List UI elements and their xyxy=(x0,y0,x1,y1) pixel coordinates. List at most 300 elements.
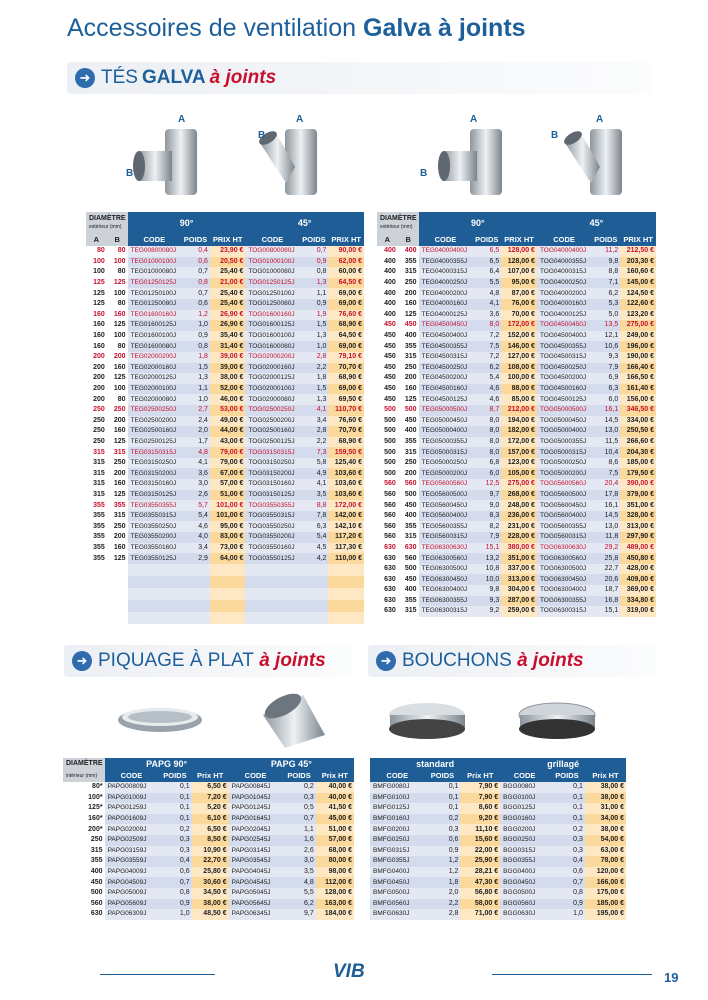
price-45: 328,00 € xyxy=(620,511,656,522)
table-row xyxy=(86,416,364,427)
weight-45: 16,1 xyxy=(591,500,620,511)
dim-a: 160 xyxy=(93,342,105,350)
dim-b: 400 xyxy=(404,247,417,255)
code-90: TEG05000500J xyxy=(419,405,473,416)
price-90: 268,00 € xyxy=(501,490,537,501)
dim-b: 500 xyxy=(404,406,417,414)
weight-45: 14,5 xyxy=(591,511,620,522)
dim-a: 315 xyxy=(93,480,105,488)
code-1: BMFG0100J xyxy=(370,793,425,804)
code-45: TOG02500160J xyxy=(245,426,299,437)
diameter-sub: extérieur (mm) xyxy=(89,224,122,230)
dim-b: 450 xyxy=(404,321,417,329)
price-90: 49,00 € xyxy=(210,416,246,427)
weight-1: 0,2 xyxy=(158,824,191,835)
dim-b: 400 xyxy=(404,586,417,594)
code-90: TEG03550125J xyxy=(128,553,181,564)
price-45: 203,30 € xyxy=(620,257,656,268)
weight-45: 2,8 xyxy=(300,352,329,363)
weight-90: 2,4 xyxy=(181,416,210,427)
price-90: 31,40 € xyxy=(210,341,246,352)
weight-45: 11,2 xyxy=(591,246,620,257)
code-90: TEG04000200J xyxy=(419,288,473,299)
diameter-value: 125* xyxy=(88,804,103,812)
dim-b: 315 xyxy=(113,512,126,520)
weight-90: 2,7 xyxy=(181,405,210,416)
dim-a: 250 xyxy=(93,416,105,424)
weight-90: 1,3 xyxy=(181,373,210,384)
weight-2: 0,6 xyxy=(549,867,585,878)
dim-a: 315 xyxy=(93,490,105,498)
code-45: TOG03550200J xyxy=(245,532,299,543)
weight-45: 13,0 xyxy=(591,426,620,437)
dim-a: 500 xyxy=(384,437,396,445)
code-90: TEG02500200J xyxy=(128,416,181,427)
weight-90: 0,6 xyxy=(181,299,210,310)
price-2: 80,00 € xyxy=(316,856,354,867)
table-row xyxy=(86,500,364,511)
page-number: 19 xyxy=(664,970,679,985)
price-90: 228,00 € xyxy=(501,532,537,543)
table-row xyxy=(377,246,656,257)
dim-b: 560 xyxy=(404,554,417,562)
dim-a: 630 xyxy=(384,596,396,604)
page-title: Accessoires de ventilation Galva à joints xyxy=(67,14,526,42)
weight-90: 6,4 xyxy=(472,267,501,278)
code-2: BGG0500J xyxy=(500,888,549,899)
dim-a: 160 xyxy=(93,321,105,329)
price-90: 51,00 € xyxy=(210,490,246,501)
weight-45: 2,8 xyxy=(300,426,329,437)
code-90: TEG01000100J xyxy=(128,257,181,268)
weight-45: 4,2 xyxy=(300,553,329,564)
table-row xyxy=(86,310,364,321)
empty-cell xyxy=(300,564,329,576)
table-row xyxy=(370,793,626,804)
weight-45: 1,9 xyxy=(300,310,329,321)
dim-b: 315 xyxy=(404,533,417,541)
weight-90: 6,5 xyxy=(472,257,501,268)
code-45: TOG03150125J xyxy=(245,490,299,501)
empty-cell xyxy=(300,588,329,600)
empty-cell xyxy=(328,612,364,624)
code-45: TOG01000080J xyxy=(245,267,299,278)
table-row xyxy=(86,384,364,395)
price-2: 120,00 € xyxy=(585,867,626,878)
weight-90: 0,7 xyxy=(181,267,210,278)
dim-b: 125 xyxy=(113,554,126,562)
dim-b: 200 xyxy=(113,416,126,424)
empty-cell xyxy=(86,576,107,588)
dim-a: 355 xyxy=(93,512,105,520)
table-row xyxy=(377,278,656,289)
weight-90: 6,8 xyxy=(472,458,501,469)
code-45: TOG03150200J xyxy=(245,468,299,479)
weight-90: 4,6 xyxy=(472,394,501,405)
prix-header: PRIX HT xyxy=(210,234,246,246)
code-45: TOG05000400J xyxy=(537,426,591,437)
weight-45: 7,8 xyxy=(300,511,329,522)
dim-a: 630 xyxy=(384,575,396,583)
footer-line xyxy=(492,974,652,975)
price-45: 90,00 € xyxy=(328,246,364,257)
price-45: 489,00 € xyxy=(620,543,656,554)
weight-45: 2,2 xyxy=(300,363,329,374)
dim-b: 355 xyxy=(113,501,126,509)
price-45: 250,50 € xyxy=(620,426,656,437)
table-row xyxy=(377,299,656,310)
weight-90: 1,8 xyxy=(181,352,210,363)
weight-45: 2,2 xyxy=(300,437,329,448)
price-2: 185,00 € xyxy=(585,899,626,910)
dim-b: 400 xyxy=(404,512,417,520)
dim-b: 125 xyxy=(113,321,126,329)
code-45: TOG04500125J xyxy=(537,394,591,405)
code-45: TOG03550315J xyxy=(245,511,299,522)
weight-45: 1,1 xyxy=(300,288,329,299)
label-a: A xyxy=(178,114,186,125)
price-2: 163,00 € xyxy=(316,899,354,910)
code-header: CODE xyxy=(245,234,299,246)
code-90: TEG03550160J xyxy=(128,543,181,554)
col-b-header: B xyxy=(107,234,128,246)
code-90: TEG00800080J xyxy=(128,246,181,257)
table-row xyxy=(86,468,364,479)
table-row xyxy=(86,543,364,554)
dim-a: 630 xyxy=(384,565,396,573)
angle-45-header: 45° xyxy=(537,212,656,234)
weight-90: 2,0 xyxy=(181,426,210,437)
price-2: 40,00 € xyxy=(316,793,354,804)
table-row xyxy=(377,373,656,384)
dim-b: 355 xyxy=(404,596,417,604)
diameter-value: 160* xyxy=(88,815,103,823)
weight-45: 14,5 xyxy=(591,416,620,427)
group-2-header: grillagé xyxy=(500,758,626,770)
table-row xyxy=(86,521,364,532)
empty-cell xyxy=(210,612,246,624)
code-2: BGG0355J xyxy=(500,856,549,867)
weight-90: 7,9 xyxy=(472,532,501,543)
code-45: TOG03550355J xyxy=(245,500,299,511)
dim-a: 100 xyxy=(93,257,105,265)
price-90: 157,00 € xyxy=(501,447,537,458)
table-row xyxy=(377,310,656,321)
weight-90: 5,7 xyxy=(181,500,210,511)
price-45: 160,60 € xyxy=(620,267,656,278)
weight-1: 0,1 xyxy=(425,793,461,804)
table-row xyxy=(377,468,656,479)
dim-a: 400 xyxy=(384,310,396,318)
diameter-value: 355 xyxy=(90,857,103,865)
weight-1: 0,1 xyxy=(425,803,461,814)
table-row xyxy=(63,835,354,846)
code-2: BGG0315J xyxy=(500,846,549,857)
dim-a: 630 xyxy=(384,554,396,562)
weight-1: 0,3 xyxy=(425,824,461,835)
weight-45: 3,4 xyxy=(300,416,329,427)
price-90: 287,00 € xyxy=(501,596,537,607)
code-45: TOG03550160J xyxy=(245,543,299,554)
group-1-header: PAPG 90° xyxy=(105,758,229,770)
dim-b: 80 xyxy=(117,342,126,350)
weight-45: 1,8 xyxy=(300,373,329,384)
price-90: 304,00 € xyxy=(501,585,537,596)
price-1: 25,80 € xyxy=(192,867,229,878)
code-90: TEG05000250J xyxy=(419,458,473,469)
dim-b: 250 xyxy=(404,363,417,371)
dim-b: 200 xyxy=(113,353,126,361)
diameter-label: DIAMÈTRE xyxy=(380,215,417,222)
weight-90: 4,6 xyxy=(181,521,210,532)
empty-cell xyxy=(210,564,246,576)
empty-cell xyxy=(245,576,299,588)
empty-cell xyxy=(210,588,246,600)
dim-b: 125 xyxy=(113,490,126,498)
empty-cell xyxy=(181,588,210,600)
weight-45: 16,1 xyxy=(591,405,620,416)
code-90: TEG04000250J xyxy=(419,278,473,289)
code-1: PAPG01259J xyxy=(105,803,159,814)
weight-2: 5,5 xyxy=(282,888,315,899)
weight-1: 0,1 xyxy=(158,803,191,814)
code-90: TEG01250100J xyxy=(128,288,181,299)
price-45: 110,00 € xyxy=(328,553,364,564)
code-45: TOG04500250J xyxy=(537,363,591,374)
empty-cell xyxy=(128,588,181,600)
table-row xyxy=(377,320,656,331)
weight-45: 17,8 xyxy=(591,490,620,501)
price-2: 40,00 € xyxy=(316,782,354,793)
empty-cell xyxy=(128,564,181,576)
weight-90: 9,7 xyxy=(472,490,501,501)
price-90: 83,00 € xyxy=(210,532,246,543)
weight-2: 0,2 xyxy=(282,782,315,793)
price-90: 35,40 € xyxy=(210,331,246,342)
angle-45-header: 45° xyxy=(245,212,364,234)
vib-logo: VIB xyxy=(333,961,365,982)
price-90: 259,00 € xyxy=(501,606,537,617)
price-90: 73,00 € xyxy=(210,543,246,554)
diameter-sub-header xyxy=(63,770,105,782)
code-1: BMFG0450J xyxy=(370,877,425,888)
code-45: TOG05000500J xyxy=(537,405,591,416)
weight-45: 1,0 xyxy=(300,341,329,352)
weight-45: 10,4 xyxy=(591,447,620,458)
weight-1: 1,2 xyxy=(425,856,461,867)
empty-cell xyxy=(128,576,181,588)
dim-b: 315 xyxy=(404,448,417,456)
weight-90: 1,5 xyxy=(181,363,210,374)
price-90: 100,00 € xyxy=(501,373,537,384)
weight-45: 6,3 xyxy=(591,384,620,395)
price-90: 57,00 € xyxy=(210,479,246,490)
dim-a: 200 xyxy=(93,395,105,403)
price-45: 68,90 € xyxy=(328,373,364,384)
weight-45: 12,1 xyxy=(591,331,620,342)
table-row xyxy=(377,257,656,268)
code-45: TOG04500200J xyxy=(537,373,591,384)
price-90: 127,00 € xyxy=(501,352,537,363)
code-45: TOG03150160J xyxy=(245,479,299,490)
code-90: TEG05600560J xyxy=(419,479,473,490)
price-45: 179,50 € xyxy=(620,468,656,479)
code-2: PAPG05045J xyxy=(229,888,283,899)
tee-45-image-2 xyxy=(555,125,635,200)
price-45: 70,70 € xyxy=(328,363,364,374)
weight-1: 0,6 xyxy=(158,867,191,878)
table-row xyxy=(370,856,626,867)
weight-90: 6,0 xyxy=(472,468,501,479)
code-45: TOG05600450J xyxy=(537,500,591,511)
empty-cell xyxy=(245,600,299,612)
weight-90: 3,0 xyxy=(181,479,210,490)
code-2: PAPG06345J xyxy=(229,909,283,920)
bouchon-grillage-image xyxy=(515,695,600,750)
prix-header: Prix HT xyxy=(460,770,500,782)
price-90: 67,00 € xyxy=(210,468,246,479)
weight-90: 4,1 xyxy=(472,299,501,310)
arrow-right-icon: ➜ xyxy=(75,68,95,88)
table-row xyxy=(86,352,364,363)
price-45: 69,50 € xyxy=(328,394,364,405)
code-90: TEG05600450J xyxy=(419,500,473,511)
code-90: TEG01600080J xyxy=(128,341,181,352)
poids-header: POIDS xyxy=(181,234,210,246)
price-90: 236,00 € xyxy=(501,511,537,522)
code-90: TEG06300450J xyxy=(419,574,473,585)
code-1: BMFG0500J xyxy=(370,888,425,899)
price-45: 79,10 € xyxy=(328,352,364,363)
code-45: TOG02000200J xyxy=(245,352,299,363)
dim-b: 125 xyxy=(113,279,126,287)
group-2-header: PAPG 45° xyxy=(229,758,354,770)
tee-90-image xyxy=(130,125,210,200)
price-45: 62,00 € xyxy=(328,257,364,268)
price-90: 26,90 € xyxy=(210,310,246,321)
empty-cell xyxy=(107,588,128,600)
price-1: 7,20 € xyxy=(192,793,229,804)
table-row xyxy=(377,596,656,607)
table-row xyxy=(377,267,656,278)
dim-b: 100 xyxy=(113,289,126,297)
weight-1: 0,9 xyxy=(158,899,191,910)
price-1: 7,90 € xyxy=(460,793,500,804)
weight-90: 9,0 xyxy=(472,500,501,511)
code-2: PAPG01245J xyxy=(229,803,283,814)
weight-2: 0,3 xyxy=(549,835,585,846)
price-90: 44,00 € xyxy=(210,426,246,437)
dim-a: 250 xyxy=(93,427,105,435)
empty-cell xyxy=(107,600,128,612)
weight-2: 1,6 xyxy=(282,835,315,846)
code-90: TEG03550250J xyxy=(128,521,181,532)
price-1: 8,50 € xyxy=(192,835,229,846)
price-90: 38,00 € xyxy=(210,373,246,384)
dim-b: 160 xyxy=(404,300,417,308)
code-2: PAPG01645J xyxy=(229,814,283,825)
weight-90: 8,0 xyxy=(472,447,501,458)
prix-header: Prix HT xyxy=(192,770,229,782)
weight-90: 0,9 xyxy=(181,331,210,342)
weight-45: 7,1 xyxy=(591,278,620,289)
diameter-value: 630 xyxy=(90,910,103,918)
price-2: 98,00 € xyxy=(316,867,354,878)
price-1: 8,60 € xyxy=(460,803,500,814)
price-2: 184,00 € xyxy=(316,909,354,920)
weight-45: 11,8 xyxy=(591,532,620,543)
code-90: TEG04000355J xyxy=(419,257,473,268)
table-row xyxy=(86,299,364,310)
code-90: TEG01250080J xyxy=(128,299,181,310)
weight-45: 10,6 xyxy=(591,341,620,352)
code-1: PAPG06309J xyxy=(105,909,159,920)
table-row xyxy=(377,352,656,363)
weight-2: 0,5 xyxy=(282,803,315,814)
weight-1: 0,6 xyxy=(425,835,461,846)
empty-cell xyxy=(181,612,210,624)
dim-b: 450 xyxy=(404,501,417,509)
weight-90: 8,3 xyxy=(472,511,501,522)
code-2: PAPG00845J xyxy=(229,782,283,793)
weight-1: 1,0 xyxy=(158,909,191,920)
weight-45: 25,8 xyxy=(591,553,620,564)
dim-b: 160 xyxy=(113,427,126,435)
price-45: 69,00 € xyxy=(328,299,364,310)
weight-2: 0,3 xyxy=(282,793,315,804)
weight-90: 1,0 xyxy=(181,320,210,331)
price-2: 41,50 € xyxy=(316,803,354,814)
table-row xyxy=(377,532,656,543)
table-row xyxy=(377,384,656,395)
dim-b: 500 xyxy=(404,565,417,573)
code-45: TOG01250080J xyxy=(245,299,299,310)
dim-b: 355 xyxy=(404,437,417,445)
code-45: TOG02500200J xyxy=(245,416,299,427)
code-2: BGG0200J xyxy=(500,824,549,835)
weight-2: 0,3 xyxy=(549,846,585,857)
prix-header: PRIX HT xyxy=(620,234,656,246)
section-header-piquage: ➜ PIQUAGE À PLAT à joints xyxy=(64,645,352,677)
price-2: 31,00 € xyxy=(585,803,626,814)
price-45: 204,30 € xyxy=(620,447,656,458)
price-90: 79,00 € xyxy=(210,458,246,469)
weight-45: 6,0 xyxy=(591,394,620,405)
diameter-sub: intérieur (mm) xyxy=(66,773,98,779)
diameter-label: DIAMÈTRE xyxy=(89,215,126,222)
price-45: 275,00 € xyxy=(620,320,656,331)
dim-b: 315 xyxy=(404,268,417,276)
weight-90: 0,4 xyxy=(181,246,210,257)
piquage-table xyxy=(63,758,354,920)
empty-cell xyxy=(210,600,246,612)
price-45: 190,00 € xyxy=(620,352,656,363)
dim-a: 125 xyxy=(93,279,105,287)
dim-b: 250 xyxy=(404,459,417,467)
code-90: TEG04000125J xyxy=(419,310,473,321)
angle-90-header: 90° xyxy=(419,212,537,234)
weight-90: 8,0 xyxy=(472,416,501,427)
weight-2: 0,1 xyxy=(549,793,585,804)
table-row xyxy=(63,856,354,867)
price-90: 128,00 € xyxy=(501,257,537,268)
code-1: PAPG05009J xyxy=(105,888,159,899)
price-2: 57,00 € xyxy=(316,835,354,846)
weight-45: 3,5 xyxy=(300,490,329,501)
arrow-right-icon: ➜ xyxy=(72,651,92,671)
arrow-right-icon: ➜ xyxy=(376,651,396,671)
weight-2: 0,2 xyxy=(549,824,585,835)
